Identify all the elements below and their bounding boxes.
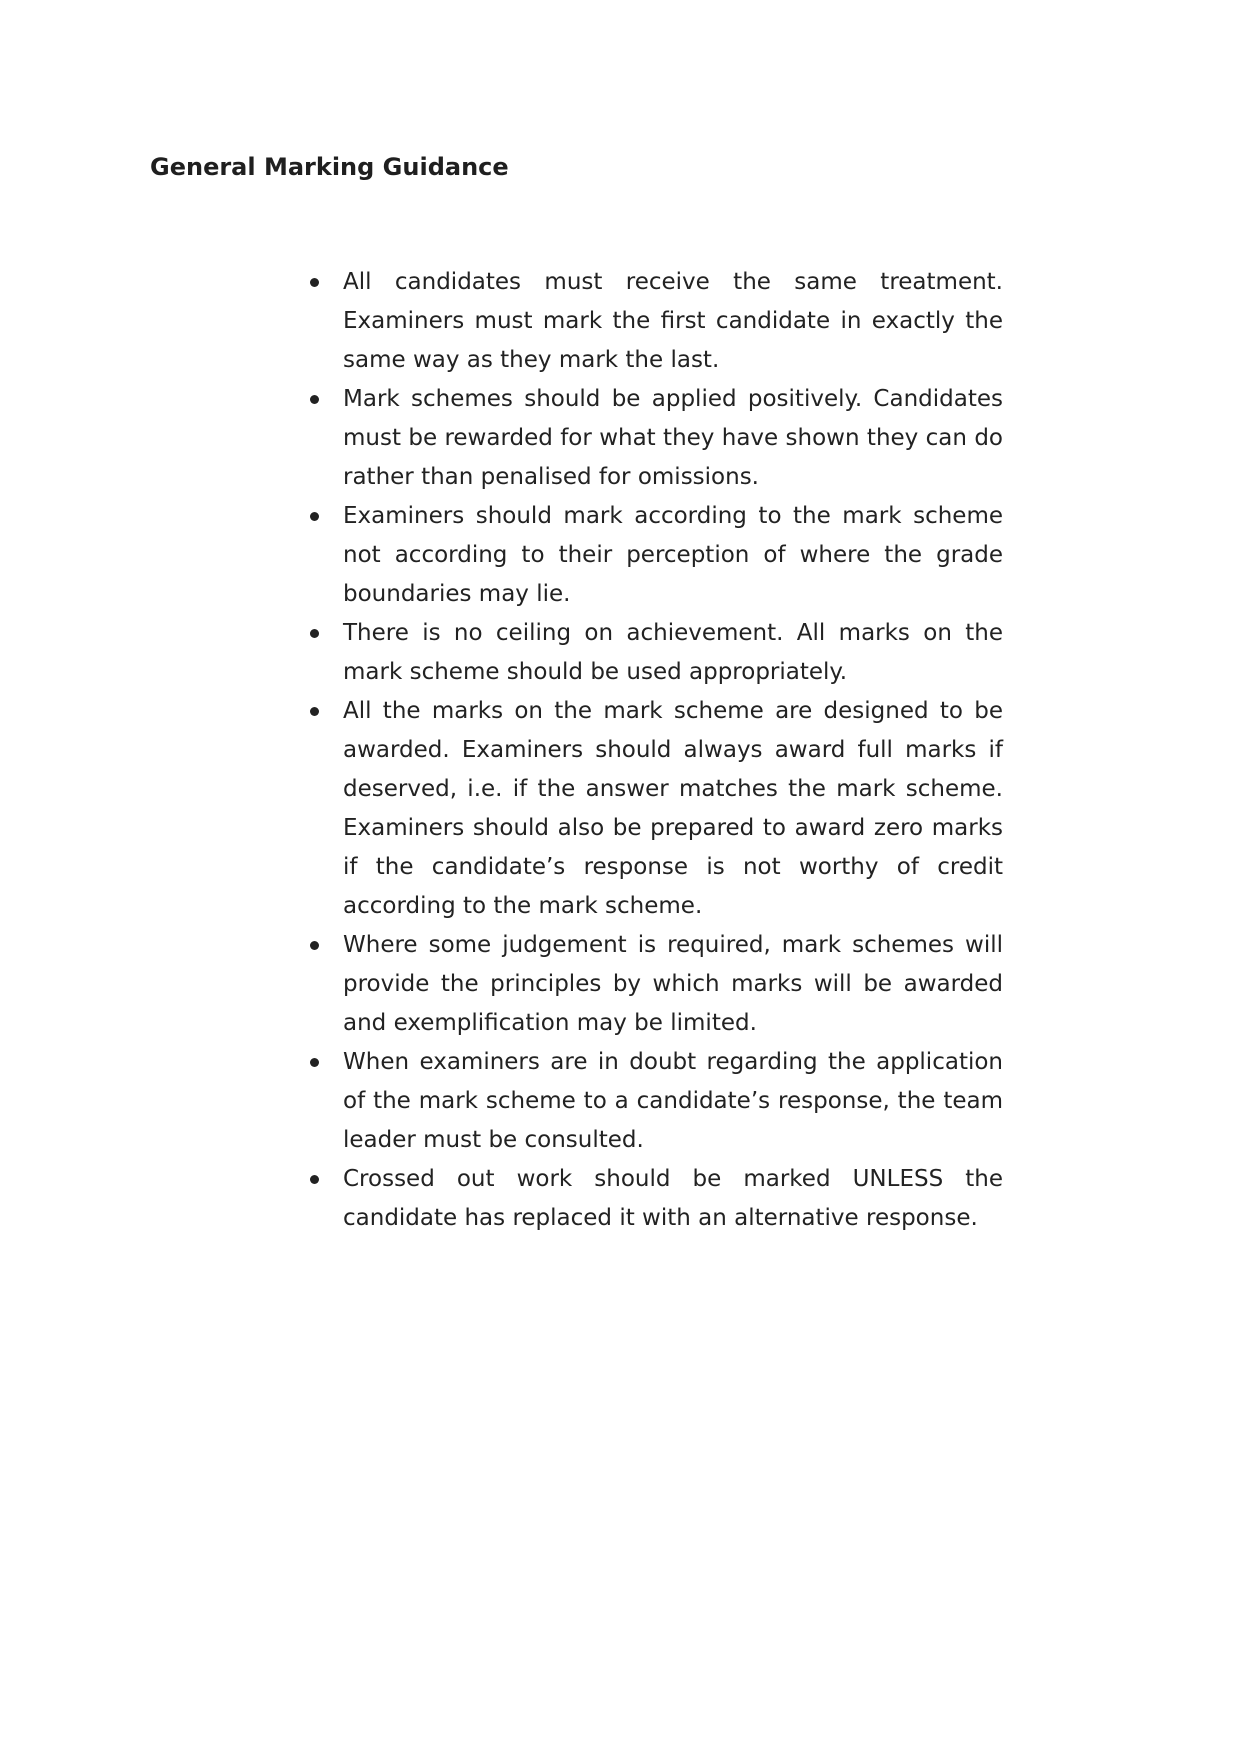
list-item-text: All the marks on the mark scheme are designed to be awarded. Examiners should always award full marks if deserved, i.e. if the answer matches the mark scheme. Examiners should also be prepared to award zero marks if the candidate’s response is not worthy of credit according to the mark scheme. xyxy=(343,698,1003,919)
list-item xyxy=(343,926,1003,1043)
list-item-text: Mark schemes should be applied positively. Candidates must be rewarded for what they have shown they can do rather than penalised for omissions. xyxy=(343,386,1003,490)
list-item-text: Where some judgement is required, mark schemes will provide the principles by which marks will be awarded and exemplification may be limited. xyxy=(343,932,1003,1036)
guidance-list xyxy=(343,263,1003,1238)
list-item xyxy=(343,1160,1003,1238)
list-item xyxy=(343,380,1003,497)
list-item-text: Examiners should mark according to the mark scheme not according to their perception of where the grade boundaries may lie. xyxy=(343,503,1003,607)
page-title: General Marking Guidance xyxy=(150,153,509,181)
bullet-icon xyxy=(310,278,319,287)
list-item-text: All candidates must receive the same treatment. Examiners must mark the first candidate in exactly the same way as they mark the last. xyxy=(343,269,1003,373)
list-item xyxy=(343,692,1003,926)
bullet-icon xyxy=(310,1175,319,1184)
list-item xyxy=(343,1043,1003,1160)
bullet-icon xyxy=(310,629,319,638)
list-item xyxy=(343,263,1003,380)
bullet-icon xyxy=(310,1058,319,1067)
bullet-icon xyxy=(310,512,319,521)
list-item xyxy=(343,497,1003,614)
list-item xyxy=(343,614,1003,692)
bullet-icon xyxy=(310,941,319,950)
bullet-icon xyxy=(310,707,319,716)
bullet-icon xyxy=(310,395,319,404)
list-item-text: There is no ceiling on achievement. All marks on the mark scheme should be used appropriately. xyxy=(343,620,1003,685)
list-item-text: When examiners are in doubt regarding the application of the mark scheme to a candidate’s response, the team leader must be consulted. xyxy=(343,1049,1003,1153)
list-item-text: Crossed out work should be marked UNLESS the candidate has replaced it with an alternative response. xyxy=(343,1166,1003,1231)
